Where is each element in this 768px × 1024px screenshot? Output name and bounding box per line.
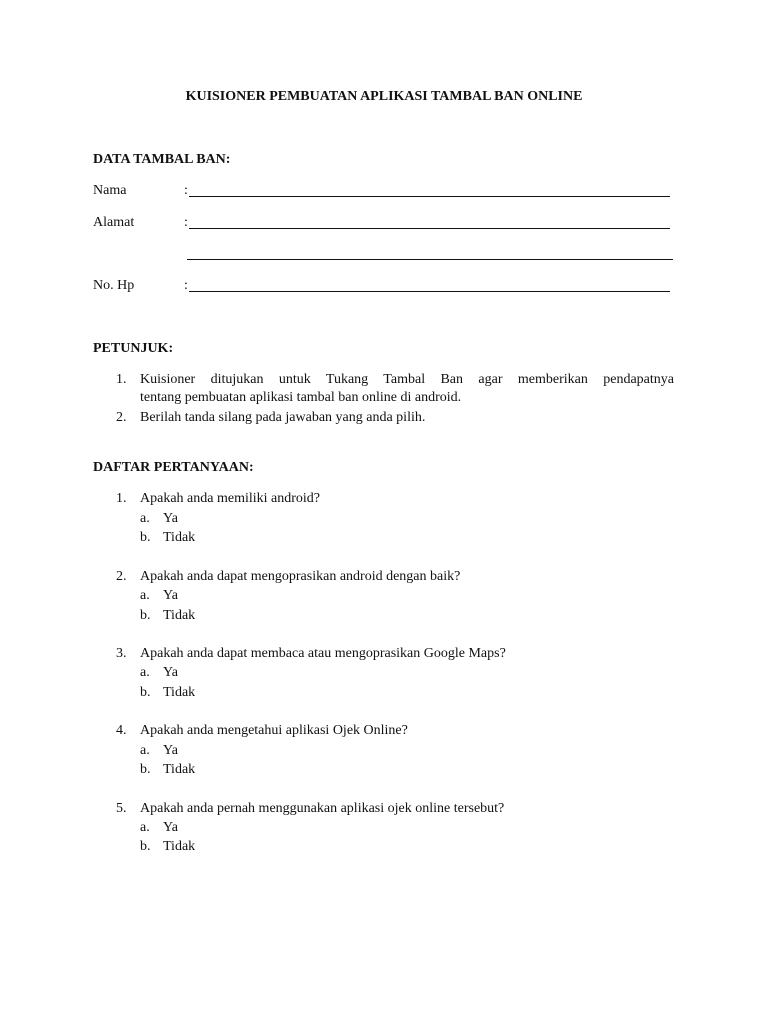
question-number: 5. [116, 801, 127, 816]
option-letter: a. [140, 665, 150, 680]
field-label-alamat: Alamat [93, 215, 135, 230]
option-letter: b. [140, 762, 151, 777]
instruction-text: Berilah tanda silang pada jawaban yang anda pilih. [140, 410, 426, 425]
option-tidak[interactable]: Tidak [163, 762, 196, 777]
option-letter: a. [140, 743, 150, 758]
option-letter: a. [140, 511, 150, 526]
question-number: 3. [116, 646, 127, 661]
option-letter: a. [140, 588, 150, 603]
option-tidak[interactable]: Tidak [163, 608, 196, 623]
field-separator-alamat: : [184, 215, 188, 230]
question-number: 2. [116, 569, 127, 584]
instruction-text: Kuisioner ditujukan untuk Tukang Tambal Ban agar memberikan pendapatnya [140, 372, 674, 387]
option-tidak[interactable]: Tidak [163, 530, 196, 545]
field-label-nama: Nama [93, 183, 127, 198]
field-line-alamat[interactable] [189, 228, 670, 229]
option-letter: b. [140, 608, 151, 623]
question-text: Apakah anda pernah menggunakan aplikasi ojek online tersebut? [140, 801, 505, 816]
option-ya[interactable]: Ya [163, 588, 178, 603]
instruction-text-continued: tentang pembuatan aplikasi tambal ban online di android. [140, 390, 462, 405]
question-text: Apakah anda mengetahui aplikasi Ojek Online? [140, 723, 408, 738]
data-section-heading: DATA TAMBAL BAN: [93, 152, 231, 167]
option-letter: b. [140, 530, 151, 545]
option-ya[interactable]: Ya [163, 665, 178, 680]
option-tidak[interactable]: Tidak [163, 839, 196, 854]
document-title: KUISIONER PEMBUATAN APLIKASI TAMBAL BAN ONLINE [185, 89, 583, 104]
option-letter: b. [140, 839, 151, 854]
field-separator-nohp: : [184, 278, 188, 293]
question-number: 1. [116, 491, 127, 506]
instruction-number: 1. [116, 372, 127, 387]
option-letter: b. [140, 685, 151, 700]
field-label-nohp: No. Hp [93, 278, 135, 293]
option-ya[interactable]: Ya [163, 743, 178, 758]
instruction-number: 2. [116, 410, 127, 425]
option-ya[interactable]: Ya [163, 820, 178, 835]
field-line-nohp[interactable] [189, 291, 670, 292]
option-tidak[interactable]: Tidak [163, 685, 196, 700]
questions-heading: DAFTAR PERTANYAAN: [93, 460, 254, 475]
question-text: Apakah anda dapat mengoprasikan android dengan baik? [140, 569, 461, 584]
question-number: 4. [116, 723, 127, 738]
field-line-alamat-2[interactable] [187, 259, 673, 260]
instructions-heading: PETUNJUK: [93, 341, 174, 356]
field-line-nama[interactable] [189, 196, 670, 197]
question-text: Apakah anda dapat membaca atau mengoprasikan Google Maps? [140, 646, 506, 661]
field-separator-nama: : [184, 183, 188, 198]
option-letter: a. [140, 820, 150, 835]
option-ya[interactable]: Ya [163, 511, 178, 526]
question-text: Apakah anda memiliki android? [140, 491, 320, 506]
